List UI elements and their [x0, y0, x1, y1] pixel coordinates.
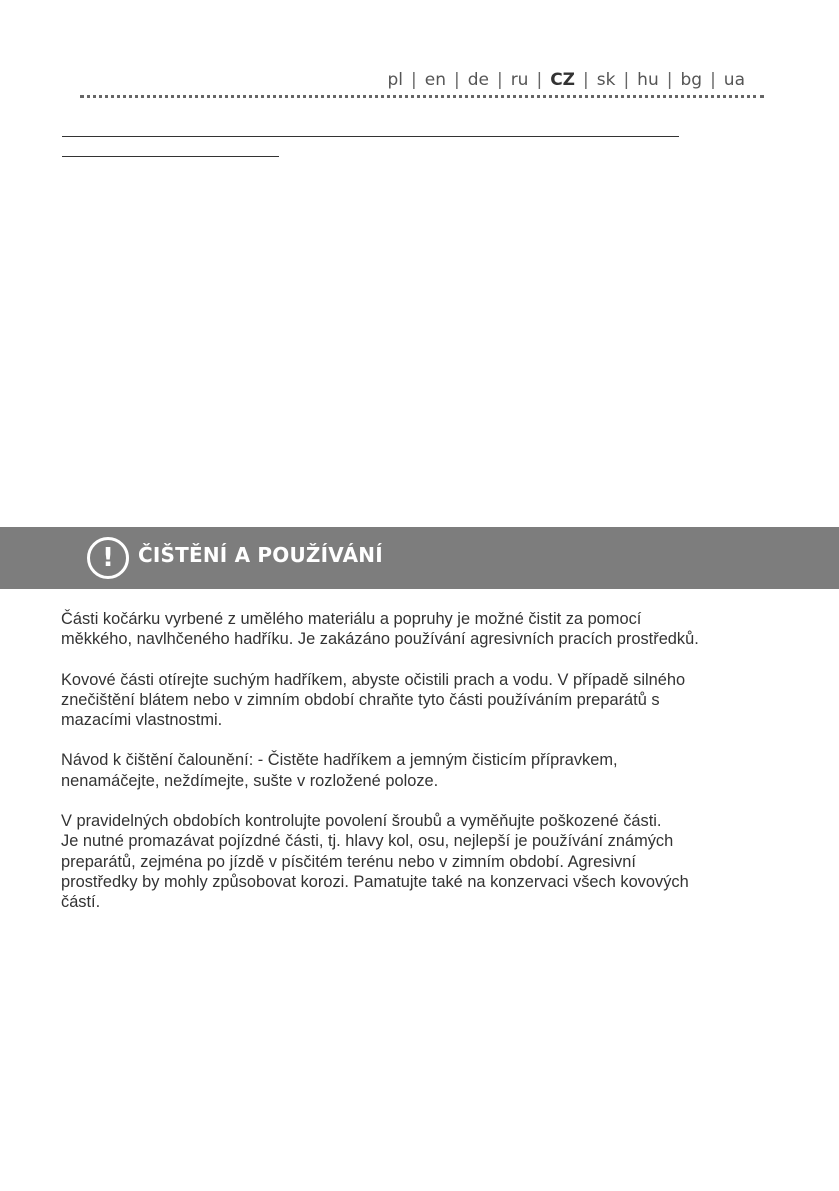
- lang-hu[interactable]: hu: [637, 70, 659, 90]
- lang-sk[interactable]: sk: [596, 70, 616, 90]
- text-line: Je nutné promazávat pojízdné části, tj. hlavy kol, osu, nejlepší je používání známých: [61, 832, 674, 851]
- text-line: Kovové části otírejte suchým hadříkem, abyste očistili prach a vodu. V případě silného: [61, 670, 686, 689]
- lang-separator: |: [453, 70, 460, 90]
- lang-separator: |: [583, 70, 589, 90]
- dotted-divider: [80, 95, 764, 102]
- lang-cz[interactable]: CZ: [550, 70, 575, 90]
- section-banner: [0, 527, 839, 589]
- paragraph-plastic-parts: [61, 609, 773, 650]
- exclamation-circle-icon: !: [87, 537, 129, 579]
- text-line: měkkého, navlhčeného hadříku. Je zakázáno používání agresivních pracích prostředků.: [61, 630, 699, 649]
- instructions-body: [61, 609, 773, 933]
- text-line: mazacími vlastnostmi.: [61, 711, 223, 730]
- paragraph-upholstery: [61, 750, 773, 791]
- text-line: Části kočárku vyrbené z umělého materiálu a popruhy je možné čistit za pomocí: [61, 610, 642, 628]
- paragraph-metal-parts: [61, 670, 773, 731]
- underline-rule-short: [62, 156, 279, 157]
- lang-separator: |: [623, 70, 630, 90]
- text-line: znečištění blátem nebo v zimním období chraňte tyto části používáním preparátů s: [61, 690, 660, 709]
- lang-ru[interactable]: ru: [510, 70, 529, 90]
- text-line: prostředky by mohly způsobovat korozi. Pamatujte také na konzervaci všech kovových: [61, 872, 689, 891]
- lang-separator: |: [710, 70, 716, 90]
- text-line: V pravidelných obdobích kontrolujte povolení šroubů a vyměňujte poškozené části.: [61, 812, 662, 831]
- section-title: ČIŠTĚNÍ A POUŽÍVÁNÍ: [138, 543, 383, 567]
- paragraph-maintenance: [61, 811, 773, 912]
- lang-separator: |: [411, 70, 417, 90]
- text-line: částí.: [61, 893, 101, 912]
- text-line: Návod k čištění čalounění: - Čistěte hadříkem a jemným čisticím přípravkem,: [61, 751, 618, 770]
- text-line: nenamáčejte, neždímejte, sušte v rozložené poloze.: [61, 771, 439, 790]
- lang-separator: |: [666, 70, 673, 90]
- lang-en[interactable]: en: [424, 70, 446, 90]
- text-line: preparátů, zejména po jízdě v písčitém terénu nebo v zimním období. Agresivní: [61, 852, 636, 871]
- lang-bg[interactable]: bg: [680, 70, 703, 90]
- lang-separator: |: [496, 70, 503, 90]
- lang-ua[interactable]: ua: [723, 70, 745, 90]
- language-selector: [383, 70, 749, 90]
- underline-rule-long: [62, 136, 679, 137]
- lang-separator: |: [536, 70, 543, 90]
- lang-pl[interactable]: pl: [387, 70, 403, 90]
- lang-de[interactable]: de: [467, 70, 489, 90]
